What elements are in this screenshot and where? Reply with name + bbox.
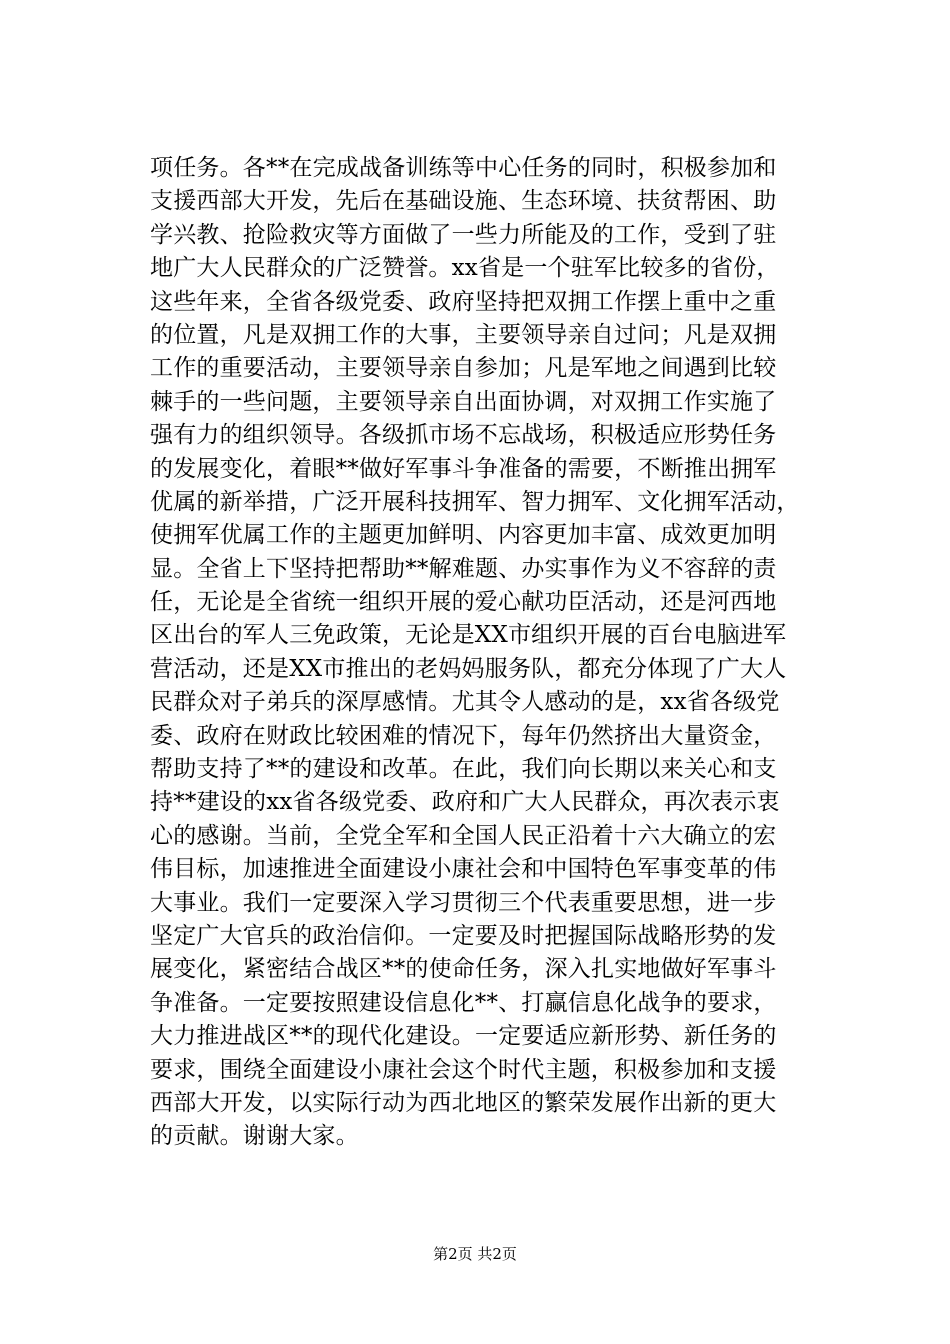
text-line: 大事业。我们一定要深入学习贯彻三个代表重要思想，进一步 xyxy=(150,889,777,916)
text-line: 的贡献。谢谢大家。 xyxy=(150,1123,359,1150)
text-line: 的发展变化，着眼**做好军事斗争准备的需要，不断推出拥军 xyxy=(150,455,777,482)
text-line: 营活动，还是XX市推出的老妈妈服务队，都充分体现了广大人 xyxy=(150,655,787,682)
text-line: 伟目标，加速推进全面建设小康社会和中国特色军事变革的伟 xyxy=(150,856,777,883)
text-line: 这些年来，全省各级党委、政府坚持把双拥工作摆上重中之重 xyxy=(150,288,777,315)
text-line: 强有力的组织领导。各级抓市场不忘战场，积极适应形势任务 xyxy=(150,422,777,449)
text-line: 心的感谢。当前，全党全军和全国人民正沿着十六大确立的宏 xyxy=(150,822,777,849)
text-line: 大力推进战区**的现代化建设。一定要适应新形势、新任务的 xyxy=(150,1023,777,1050)
text-line: 展变化，紧密结合战区**的使命任务，深入扎实地做好军事斗 xyxy=(150,956,777,983)
text-line: 使拥军优属工作的主题更加鲜明、内容更加丰富、成效更加明 xyxy=(150,522,777,549)
text-line: 棘手的一些问题，主要领导亲自出面协调，对双拥工作实施了 xyxy=(150,388,777,415)
text-line: 争准备。一定要按照建设信息化**、打赢信息化战争的要求， xyxy=(150,989,777,1016)
text-line: 要求，围绕全面建设小康社会这个时代主题，积极参加和支援 xyxy=(150,1056,777,1083)
text-line: 项任务。各**在完成战备训练等中心任务的同时，积极参加和 xyxy=(150,155,777,181)
text-line: 工作的重要活动，主要领导亲自参加；凡是军地之间遇到比较 xyxy=(150,355,777,382)
text-line: 学兴教、抢险救灾等方面做了一些力所能及的工作，受到了驻 xyxy=(150,221,777,248)
text-line: 坚定广大官兵的政治信仰。一定要及时把握国际战略形势的发 xyxy=(150,922,777,949)
text-line: 持**建设的xx省各级党委、政府和广大人民群众，再次表示衷 xyxy=(150,789,780,816)
text-line: 区出台的军人三免政策，无论是XX市组织开展的百台电脑进军 xyxy=(150,622,787,649)
page-footer: 第2页 共2页 xyxy=(433,1245,517,1263)
body-text xyxy=(150,152,870,1154)
text-line: 的位置，凡是双拥工作的大事，主要领导亲自过问；凡是双拥 xyxy=(150,321,777,348)
text-line: 地广大人民群众的广泛赞誉。xx省是一个驻军比较多的省份， xyxy=(150,255,780,282)
text-line: 帮助支持了**的建设和改革。在此，我们向长期以来关心和支 xyxy=(150,756,777,783)
text-line: 支援西部大开发，先后在基础设施、生态环境、扶贫帮困、助 xyxy=(150,188,777,215)
text-line: 优属的新举措，广泛开展科技拥军、智力拥军、文化拥军活动， xyxy=(150,488,800,515)
text-line: 显。全省上下坚持把帮助**解难题、办实事作为义不容辞的责 xyxy=(150,555,777,582)
text-line: 委、政府在财政比较困难的情况下，每年仍然挤出大量资金， xyxy=(150,722,777,749)
text-line: 西部大开发，以实际行动为西北地区的繁荣发展作出新的更大 xyxy=(150,1089,777,1116)
text-line: 任，无论是全省统一组织开展的爱心献功臣活动，还是河西地 xyxy=(150,589,777,616)
text-line: 民群众对子弟兵的深厚感情。尤其令人感动的是，xx省各级党 xyxy=(150,689,780,716)
